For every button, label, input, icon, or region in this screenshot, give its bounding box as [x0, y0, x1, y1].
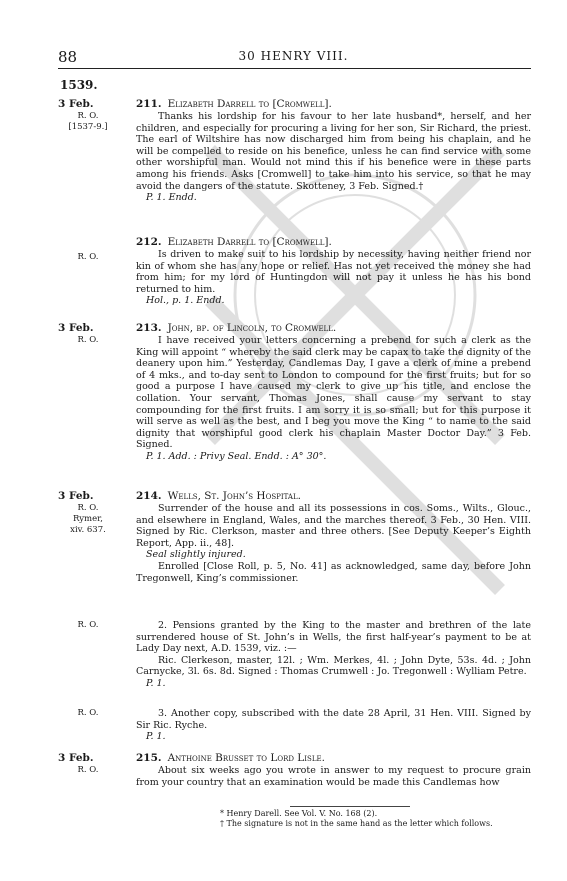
entry-title: [136, 98, 531, 111]
entry-content: [136, 490, 531, 584]
entry-endorsement: Hol., p. 1. Endd.: [146, 295, 225, 307]
source-ref: R. O.: [77, 252, 99, 262]
source-ref: R. O.: [77, 765, 99, 775]
entry-content: [136, 98, 531, 204]
entry-body: I have received your letters concerning a prebend for such a clerk as the King will appoint “ whereby the said clerk may be capax to take the dignity of the deanery upon him.” Yesterday, Candlemas Day, I gave a clerk of mine a prebend of 4 mks., and to-day sent to London to compound for the first fruits; but for so good a purpose I have caused my clerk to give up his title, and enclose the collation. Your servant, Thomas Jones, shall cause my servant to stay compounding for the first fruits. I am sorry it is so small; but for this purpose it will serve as well as the best, and I beg you move the King “ to name to the said dignity that worshipful good clerk his chaplain Master Doctor Day.” 3 Feb. Signed.: [136, 335, 531, 451]
entry-endorsement: P. 1. Add. : Privy Seal. Endd. : A° 30°.: [146, 450, 327, 462]
source-ref: R. O.: [77, 620, 99, 630]
entry-number: 213.: [136, 322, 162, 334]
source-ref: R. O.: [77, 708, 99, 718]
year-label: 1539.: [60, 78, 98, 92]
entry-number: 212.: [136, 236, 162, 248]
entry-content: [136, 236, 531, 307]
entry-heading: John, bp. of Lincoln, to Cromwell.: [167, 322, 337, 334]
entry-content: [136, 620, 531, 690]
entry-content: [136, 708, 531, 743]
margin-notes: [58, 620, 130, 631]
entry-endorsement: P. 1. Endd.: [146, 192, 197, 204]
entry-body: Surrender of the house and all its possessions in cos. Soms., Wilts., Glouc., and elsewhere in England, Wales, and the marches thereof. 3 Feb., 30 Hen. VIII. Signed by Ric. Clerkson, master and three others. [See Deputy Keeper’s Eighth Report, App. ii., 48].: [136, 503, 531, 549]
entry-body: About six weeks ago you wrote in answer to my request to procure grain from your country that an examination would be made this Candlemas how: [136, 765, 531, 788]
margin-notes: [58, 98, 130, 133]
footnotes: [160, 806, 531, 829]
entry-heading: Wells, St. John’s Hospital.: [167, 490, 301, 502]
enrolment-note: Enrolled [Close Roll, p. 5, No. 41] as acknowledged, same day, before John Tregonwell, King’s commissioner.: [136, 560, 531, 584]
entry-number: 214.: [136, 490, 162, 502]
source-ref: xiv. 637.: [70, 525, 106, 535]
entry-number: 211.: [136, 98, 162, 110]
entry-body: 2. Pensions granted by the King to the master and brethren of the late surrendered house of St. John’s in Wells, the first half-year’s payment to be at Lady Day next, A.D. 1539, viz. :—: [136, 620, 531, 655]
entry-date: 3 Feb.: [58, 490, 94, 502]
seal-note: Seal slightly injured.: [146, 549, 246, 561]
entry-content: [136, 322, 531, 463]
entry-endorsement: P. 1.: [146, 731, 166, 743]
entry-title: [136, 752, 531, 765]
entry-date: 3 Feb.: [58, 98, 94, 110]
margin-notes: [58, 708, 130, 719]
entry-body: Is driven to make suit to his lordship by necessity, having neither friend nor kin of whom she has any hope or relief. Has not yet received the money she had from him; for my lord of Huntingdon will not pay it unless he has his bond returned to him.: [136, 249, 531, 295]
entry-date: 3 Feb.: [58, 322, 94, 334]
margin-notes: [58, 490, 130, 536]
footnote: * Henry Darell. See Vol. V. No. 168 (2).: [220, 809, 378, 818]
source-ref: R. O.: [77, 335, 99, 345]
entry-endorsement: P. 1.: [146, 677, 166, 689]
page-header: [58, 48, 529, 66]
entry-number: 215.: [136, 752, 162, 764]
entry-title: [136, 490, 531, 503]
entry-content: [136, 752, 531, 788]
page-number: 88: [58, 48, 78, 66]
pension-list: Ric. Clerkeson, master, 12l. ; Wm. Merkes, 4l. ; John Dyte, 53s. 4d. ; John Carnycke, 3l. 6s. 8d. Signed : Thomas Crumwell : Jo. Tregonwell : Wylliam Petre.: [136, 654, 531, 678]
margin-notes: [58, 752, 130, 776]
entry-body: Thanks his lordship for his favour to her late husband*, herself, and her children, and especially for procuring a living for her son, Sir Richard, the priest. The earl of Wiltshire has now discharged him from being his chaplain, and he will be compelled to reside on his benefice, unless he can find service with some other worshipful man. Would not mind this if his benefice were in these parts among his friends. Asks [Cromwell] to take him into his service, so that he may avoid the dangers of the statute. Skotteney, 3 Feb. Signed.†: [136, 111, 531, 192]
source-ref: R. O.: [77, 111, 99, 121]
footnote: † The signature is not in the same hand as the letter which follows.: [220, 819, 493, 828]
entry-heading: Elizabeth Darrell to [Cromwell].: [167, 98, 332, 110]
entry-heading: Elizabeth Darrell to [Cromwell].: [167, 236, 332, 248]
entry-heading: Anthoine Brusset to Lord Lisle.: [167, 752, 325, 764]
entry-body: 3. Another copy, subscribed with the date 28 April, 31 Hen. VIII. Signed by Sir Ric. Ryche.: [136, 708, 531, 731]
entry-date: 3 Feb.: [58, 752, 94, 764]
source-ref: Rymer,: [73, 514, 103, 524]
running-head: 30 HENRY VIII.: [238, 49, 349, 63]
header-rule: [58, 68, 531, 69]
margin-notes: [58, 322, 130, 346]
entry-title: [136, 236, 531, 249]
source-ref: [1537-9.]: [68, 122, 108, 132]
margin-notes: [58, 252, 130, 263]
source-ref: R. O.: [77, 503, 99, 513]
footnote-rule: [290, 806, 410, 807]
entry-title: [136, 322, 531, 335]
